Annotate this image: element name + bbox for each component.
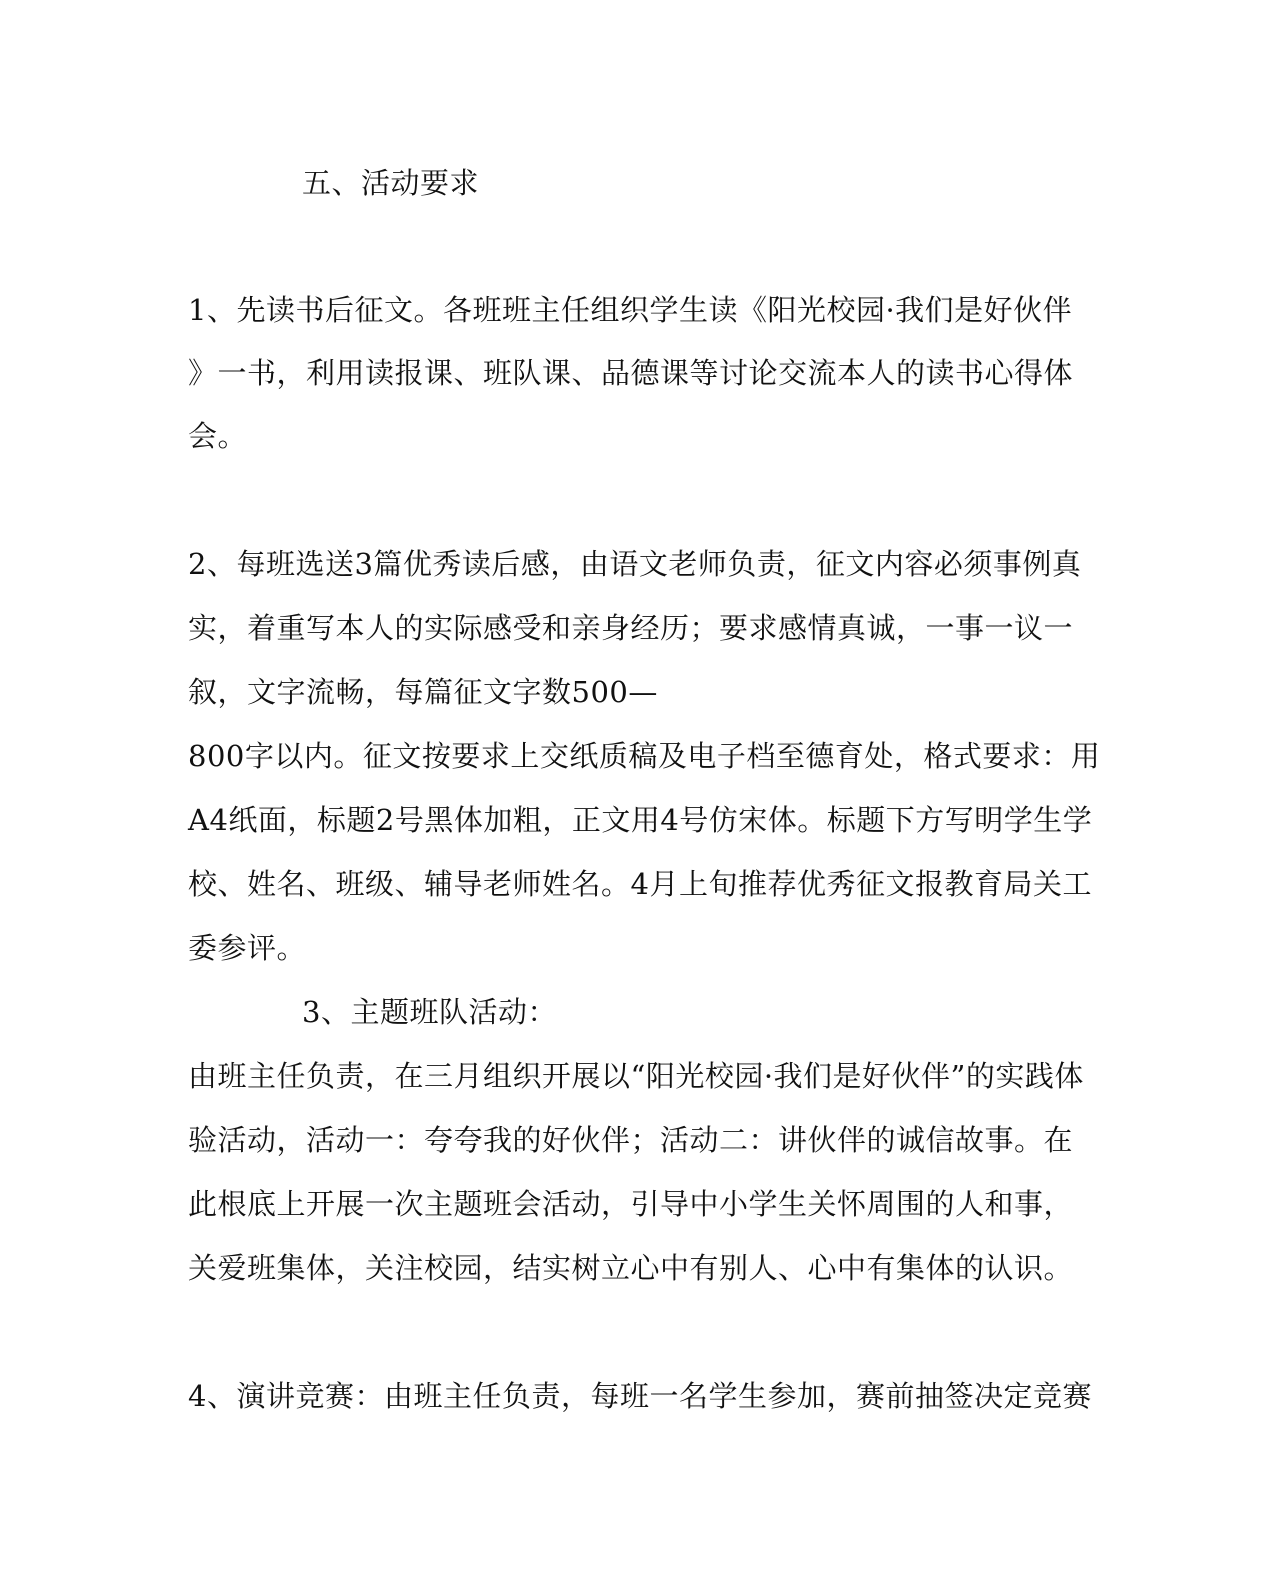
paragraph-line: 由班主任负责，在三月组织开展以“阳光校园·我们是好伙伴”的实践体 — [188, 1059, 1084, 1093]
paragraph-line: 会。 — [188, 419, 248, 453]
paragraph-line: 叙，文字流畅，每篇征文字数500— — [188, 675, 658, 709]
paragraph-line: 委参评。 — [188, 931, 307, 965]
section-heading: 五、活动要求 — [302, 166, 480, 200]
paragraph-line: 》一书，利用读报课、班队课、品德课等讨论交流本人的读书心得体 — [188, 356, 1074, 390]
paragraph-line: 1、先读书后征文。各班班主任组织学生读《阳光校园·我们是好伙伴 — [188, 293, 1073, 327]
paragraph-line: 800字以内。征文按要求上交纸质稿及电子档至德育处，格式要求：用 — [188, 739, 1101, 773]
paragraph-line: 4、演讲竞赛：由班主任负责，每班一名学生参加，赛前抽签决定竞赛 — [188, 1379, 1092, 1413]
paragraph-line: 2、每班选送3篇优秀读后感，由语文老师负责，征文内容必须事例真 — [188, 547, 1082, 581]
paragraph-line: A4纸面，标题2号黑体加粗，正文用4号仿宋体。标题下方写明学生学 — [188, 803, 1093, 837]
paragraph-line: 实，着重写本人的实际感受和亲身经历；要求感情真诚，一事一议一 — [188, 611, 1074, 645]
paragraph-line: 校、姓名、班级、辅导老师姓名。4月上旬推荐优秀征文报教育局关工 — [188, 867, 1092, 901]
paragraph-line: 关爱班集体，关注校园，结实树立心中有别人、心中有集体的认识。 — [188, 1251, 1074, 1285]
paragraph-line: 此根底上开展一次主题班会活动，引导中小学生关怀周围的人和事， — [188, 1187, 1074, 1221]
paragraph-line: 验活动，活动一：夸夸我的好伙伴；活动二：讲伙伴的诚信故事。在 — [188, 1123, 1074, 1157]
subsection-heading: 3、主题班队活动： — [302, 995, 557, 1029]
